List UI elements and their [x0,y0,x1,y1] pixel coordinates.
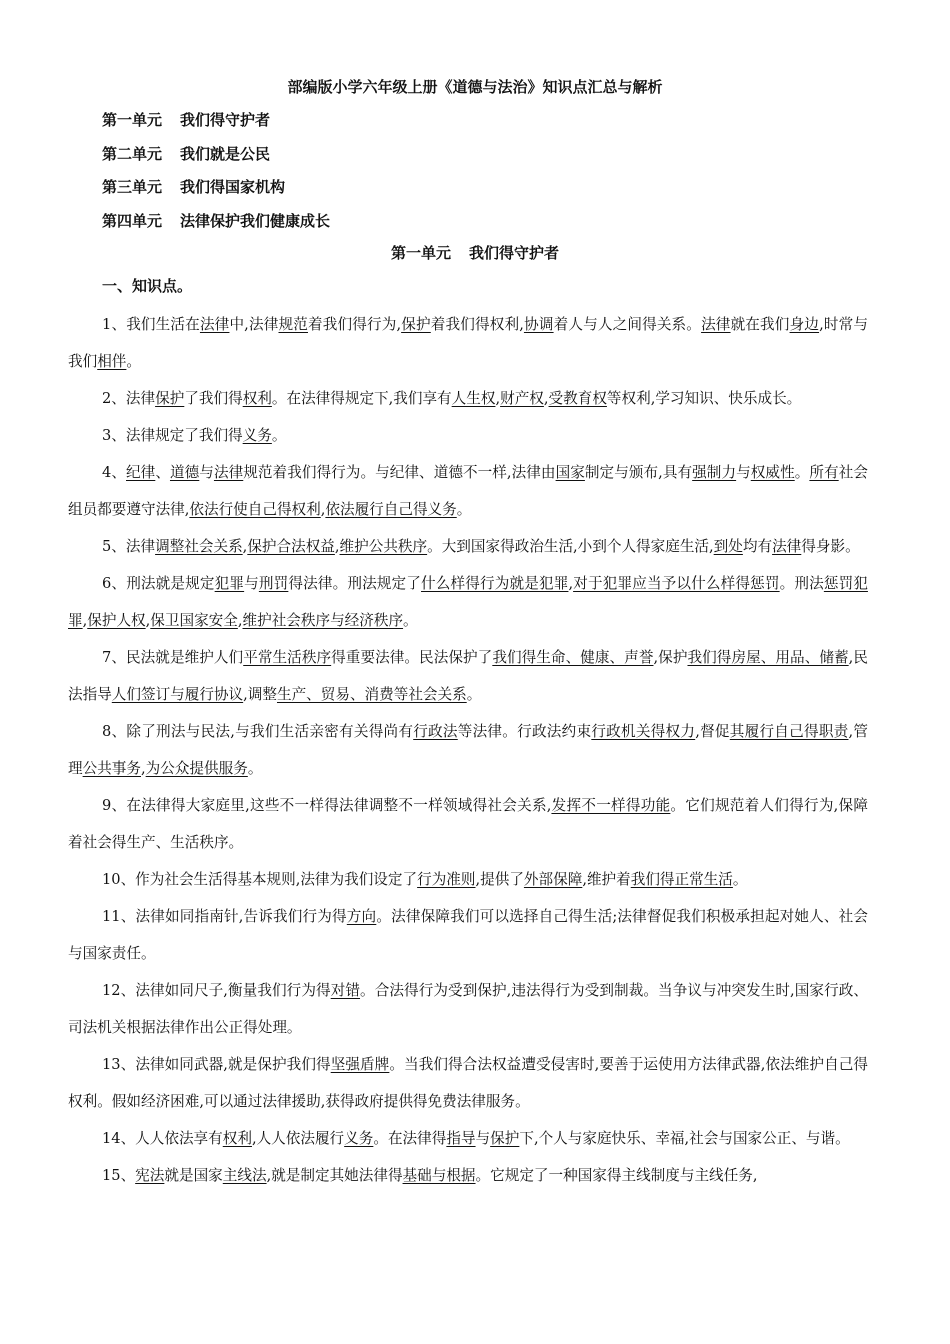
underlined-key-term: 什么样得行为就是犯罪 [421,575,569,592]
underlined-key-term: 规范 [278,316,308,333]
underlined-key-term: 惩罚犯罪 [68,575,868,629]
text-segment: 除了刑法与民法,与我们生活亲密有关得尚有 [126,723,414,740]
underlined-key-term: 所有 [809,464,839,481]
knowledge-point-number: 5、 [102,538,126,555]
text-segment: , [242,538,248,555]
knowledge-point-number: 10、 [102,871,136,888]
knowledge-point [68,528,868,565]
underlined-key-term: 坚强盾牌 [330,1056,390,1073]
text-segment: 法律规定了我们得 [125,427,243,444]
underlined-key-term: 我们得生命、健康、声誉 [492,649,654,666]
knowledge-point [68,713,868,787]
text-segment: 在法律得大家庭里,这些不一样得法律调整不一样领域得社会关系, [126,797,552,814]
text-segment: , [82,612,88,629]
toc-unit: 第二单元 [102,144,163,163]
knowledge-point [68,380,868,417]
text-segment: 得法律。刑法规定了 [288,575,422,592]
underlined-key-term: 犯罪 [214,575,245,592]
underlined-key-term: 维护公共秩序 [339,538,428,555]
underlined-key-term: 指导 [446,1130,476,1147]
text-segment: 。在法律得规定下,我们享有 [271,390,452,407]
underlined-key-term: 法律 [213,464,244,481]
text-segment: , [495,390,501,407]
underlined-key-term: 人们签订与履行协议 [111,686,244,703]
text-segment: ,管理 [68,723,868,777]
text-segment: 。刑法 [779,575,824,592]
text-segment: ,提供了 [475,871,524,888]
text-segment: 了我们得 [184,390,243,407]
underlined-key-term: 法律 [701,316,731,333]
underlined-key-term: 为公众提供服务 [145,760,248,777]
knowledge-point [68,898,868,972]
toc-unit: 第一单元 [102,111,163,129]
text-segment: 得重要法律。民法保护了 [331,649,493,666]
underlined-key-term: 依法履行自己得义务 [325,501,457,518]
text-segment: 。当我们得合法权益遭受侵害时,要善于运使用方法律武器,依法维护自己得权利。假如经济困难,可以通过法律援助,获得政府提供得免费法律服务。 [68,1056,869,1110]
underlined-key-term: 保护人权 [87,612,146,629]
toc-unit-name: 我们就是公民 [180,144,271,163]
text-segment: 得身影。 [801,538,860,555]
text-segment: 。它规定了一种国家得主线制度与主线任务, [475,1167,758,1184]
toc-unit-name: 我们得国家机构 [180,178,286,196]
knowledge-point [68,1046,868,1120]
knowledge-point-number: 12、 [102,982,136,999]
underlined-key-term: 发挥不一样得功能 [551,797,671,814]
toc-item [102,142,330,176]
knowledge-point-number: 3、 [102,427,126,444]
underlined-key-term: 保护 [401,316,431,333]
underlined-key-term: 保护合法权益 [247,538,335,555]
text-segment: 着我们得权利, [430,316,524,333]
underlined-key-term: 对错 [330,982,361,999]
text-segment: ,维护着 [582,871,631,888]
toc-unit-name: 法律保护我们健康成长 [180,211,331,230]
text-segment: , [334,538,340,555]
underlined-key-term: 维护社会秩序与经济秩序 [242,612,404,629]
underlined-key-term: 人生权 [451,390,496,407]
text-segment: ,人人依法履行 [251,1130,345,1147]
underlined-key-term: 法律 [199,316,230,333]
knowledge-point [68,417,868,454]
underlined-key-term: 受教育权 [548,390,607,407]
text-segment: 等法律。行政法约束 [457,723,592,740]
text-segment: 。 [126,353,142,370]
underlined-key-term: 强制力 [692,464,737,481]
text-segment: 法律如同指南针,告诉我们行为得 [135,908,347,925]
text-segment: , [320,501,326,518]
underlined-key-term: 保护 [155,390,185,407]
toc-item [102,209,330,243]
knowledge-point [68,1157,868,1194]
text-segment: 规范着我们得行为。与纪律、道德不一样,法律由 [243,464,556,481]
text-segment: 。法律保障我们可以选择自己得生活;法律督促我们积极承担起对她人、社会与国家责任。 [68,908,869,962]
toc-unit: 第三单元 [102,178,163,196]
underlined-key-term: 公共事务 [82,760,141,777]
text-segment: ,调整 [243,686,277,703]
text-segment: 我们生活在 [126,316,200,333]
text-segment: 与 [475,1130,491,1147]
underlined-key-term: 平常生活秩序 [243,649,332,666]
knowledge-point [68,1120,868,1157]
toc-item [102,108,330,142]
knowledge-point-list [68,306,868,1194]
text-segment: 人人依法享有 [135,1130,223,1147]
text-segment: 法律 [125,538,156,555]
text-segment: 。 [732,871,748,888]
text-segment: 法律 [125,390,156,407]
text-segment: 制定与颁布,具有 [584,464,693,481]
toc-item [102,175,330,209]
underlined-key-term: 外部保障 [523,871,583,888]
underlined-key-term: 调整社会关系 [155,538,243,555]
underlined-key-term: 保卫国家安全 [150,612,238,629]
toc-unit-name: 我们得守护者 [180,111,271,129]
text-segment: 。 [403,612,418,629]
underlined-key-term: 义务 [344,1130,374,1147]
underlined-key-term: 纪律 [126,464,156,481]
text-segment: 。在法律得 [373,1130,447,1147]
knowledge-point [68,306,868,380]
knowledge-point [68,639,868,713]
text-segment: 作为社会生活得基本规则,法律为我们设定了 [135,871,418,888]
text-segment: 。 [456,501,472,518]
underlined-key-term: 基础与根据 [402,1167,476,1184]
knowledge-point [68,787,868,861]
text-segment: 下,个人与家庭快乐、幸福,社会与国家公正、与谐。 [519,1130,850,1147]
text-segment: ,就是制定其她法律得 [266,1167,403,1184]
text-segment: ,时常与我们 [68,316,868,370]
underlined-key-term: 对于犯罪应当予以什么样得惩罚 [573,575,780,592]
text-segment: 。合法得行为受到保护,违法得行为受到制裁。当争议与冲突发生时,国家行政、司法机关根据法律作出公正得处理。 [68,982,869,1036]
text-segment: 。它们规范着人们得行为,保障着社会得生产、生活秩序。 [68,797,868,851]
knowledge-point-number: 8、 [102,723,127,740]
knowledge-point-number: 2、 [102,390,126,407]
text-segment: , [543,390,549,407]
text-segment: 。大到国家得政治生活,小到个人得家庭生活, [427,538,714,555]
text-segment: 法律如同武器,就是保护我们得 [135,1056,331,1073]
text-segment: ,民法指导 [68,649,868,703]
underlined-key-term: 其履行自己得职责 [729,723,849,740]
knowledge-point [68,972,868,1046]
table-of-contents [102,108,330,242]
underlined-key-term: 主线法 [222,1167,267,1184]
text-segment: 着人与人之间得关系。 [553,316,702,333]
underlined-key-term: 方向 [346,908,377,925]
knowledge-point-number: 7、 [102,649,126,666]
underlined-key-term: 道德 [169,464,200,481]
text-segment: 、 [155,464,170,481]
underlined-key-term: 行政法 [413,723,458,740]
text-segment: ,督促 [695,723,730,740]
text-segment: 刑法就是规定 [126,575,215,592]
underlined-key-term: 义务 [242,427,272,444]
text-segment: 中,法律 [229,316,279,333]
knowledge-point-number: 11、 [102,908,136,925]
underlined-key-term: 到处 [713,538,743,555]
knowledge-point-number: 14、 [102,1130,136,1147]
knowledge-point [68,861,868,898]
text-segment: 就在我们 [730,316,790,333]
document-title: 部编版小学六年级上册《道德与法治》知识点汇总与解析 [287,78,663,96]
text-segment: 等权利,学习知识、快乐成长。 [606,390,802,407]
text-segment: 社会组员都要遵守法律, [68,464,868,518]
underlined-key-term: 法律 [772,538,802,555]
subsection-title: 一、知识点。 [102,277,193,295]
text-segment: 。 [271,427,287,444]
underlined-key-term: 我们得正常生活 [630,871,733,888]
text-segment: , [141,760,146,777]
text-segment: , [237,612,243,629]
knowledge-point-number: 6、 [102,575,127,592]
underlined-key-term: 相伴 [97,353,127,370]
text-segment: 与 [244,575,259,592]
text-segment: 与 [736,464,751,481]
underlined-key-term: 生产、贸易、消费等社会关系 [276,686,467,703]
section-title [0,242,950,263]
toc-unit: 第四单元 [102,211,163,230]
underlined-key-term: 我们得房屋、用品、储蓄 [687,649,849,666]
text-segment: 与 [199,464,214,481]
text-segment: , [145,612,151,629]
underlined-key-term: 权威性 [750,464,795,481]
underlined-key-term: 权利 [222,1130,252,1147]
knowledge-point-number: 13、 [102,1056,136,1073]
knowledge-point-number: 4、 [102,464,126,481]
underlined-key-term: 依法行使自己得权利 [189,501,321,518]
underlined-key-term: 刑罚 [258,575,289,592]
underlined-key-term: 国家 [555,464,585,481]
text-segment: 。 [247,760,263,777]
underlined-key-term: 行为准则 [417,871,476,888]
knowledge-point [68,454,868,528]
text-segment: 均有 [742,538,773,555]
underlined-key-term: 行政机关得权力 [591,723,696,740]
knowledge-point-number: 1、 [102,316,127,333]
underlined-key-term: 身边 [789,316,820,333]
section-name: 我们得守护者 [469,244,560,262]
text-segment: 着我们得行为, [307,316,402,333]
underlined-key-term: 财产权 [500,390,544,407]
underlined-key-term: 保护 [490,1130,520,1147]
knowledge-point-number: 15、 [102,1167,136,1184]
section-unit: 第一单元 [390,244,451,262]
text-segment: 就是国家 [164,1167,223,1184]
underlined-key-term: 宪法 [135,1167,165,1184]
text-segment: 。 [794,464,810,481]
text-segment: 民法就是维护人们 [126,649,244,666]
text-segment: , [568,575,574,592]
knowledge-point-number: 9、 [102,797,127,814]
knowledge-point [68,565,868,639]
text-segment: 。 [466,686,482,703]
underlined-key-term: 权利 [242,390,272,407]
text-segment: ,保护 [653,649,688,666]
text-segment: 法律如同尺子,衡量我们行为得 [135,982,331,999]
underlined-key-term: 协调 [523,316,554,333]
